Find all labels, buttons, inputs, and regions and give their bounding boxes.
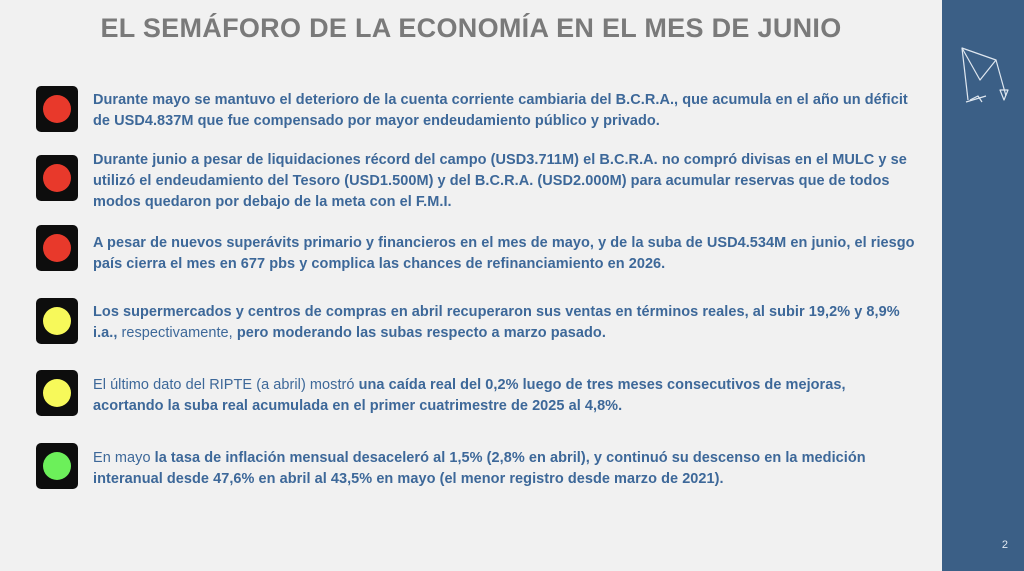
traffic-light-icon — [36, 86, 78, 132]
traffic-light-icon — [36, 370, 78, 416]
green-light-icon — [43, 452, 71, 480]
indicator-text — [93, 375, 915, 417]
yellow-light-icon — [43, 379, 71, 407]
yellow-light-icon — [43, 307, 71, 335]
page-number: 2 — [1001, 539, 1008, 551]
text-bold: una caída real del 0,2% luego de tres meses consecutivos de mejoras, acortando la suba real acumulada en el primer cuatrimestre de 2025 al 4,8%. — [93, 377, 846, 414]
text-normal: El último dato del RIPTE (a abril) mostró — [93, 377, 359, 393]
text-normal: respectivamente, — [121, 325, 237, 341]
traffic-light-icon — [36, 298, 78, 344]
indicator-text — [93, 233, 915, 275]
text-bold: pero moderando las subas respecto a marzo pasado. — [236, 325, 606, 341]
indicator-text — [93, 302, 915, 344]
text-normal: En mayo — [93, 450, 155, 466]
text-bold: la tasa de inflación mensual desaceleró al 1,5% (2,8% en abril), y continuó su descenso en la medición interanual desde 47,6% en abril al 43,5% en mayo (el menor registro desde marzo de 2021). — [93, 450, 866, 487]
traffic-light-icon — [36, 443, 78, 489]
traffic-light-icon — [36, 225, 78, 271]
indicator-text — [93, 448, 915, 490]
text-bold: Los supermercados y centros de compras en abril recuperaron sus ventas en términos reales, al subir 19,2% y 8,9% i.a., — [93, 304, 900, 341]
indicator-text — [93, 150, 915, 213]
red-light-icon — [43, 234, 71, 262]
text-bold: Durante mayo se mantuvo el deterioro de la cuenta corriente cambiaria del B.C.R.A., que acumula en el año un déficit de USD4.837M que fue compensado por mayor endeudamiento público y privado. — [93, 92, 908, 129]
sidebar — [942, 0, 1024, 571]
traffic-light-icon — [36, 155, 78, 201]
slide-title: EL SEMÁFORO DE LA ECONOMÍA EN EL MES DE JUNIO — [100, 13, 842, 43]
red-light-icon — [43, 164, 71, 192]
logo-icon — [956, 40, 1012, 112]
red-light-icon — [43, 95, 71, 123]
indicator-text — [93, 90, 915, 132]
text-bold: Durante junio a pesar de liquidaciones récord del campo (USD3.711M) el B.C.R.A. no compró divisas en el MULC y se utilizó el endeudamiento del Tesoro (USD1.500M) y del B.C.R.A. (USD2.000M) para acumular reservas que de todos modos quedaron por debajo de la meta con el F.M.I. — [93, 152, 907, 210]
text-bold: A pesar de nuevos superávits primario y financieros en el mes de mayo, y de la suba de USD4.534M en junio, el riesgo país cierra el mes en 677 pbs y complica las chances de refinanciamiento en 2026. — [93, 235, 915, 272]
